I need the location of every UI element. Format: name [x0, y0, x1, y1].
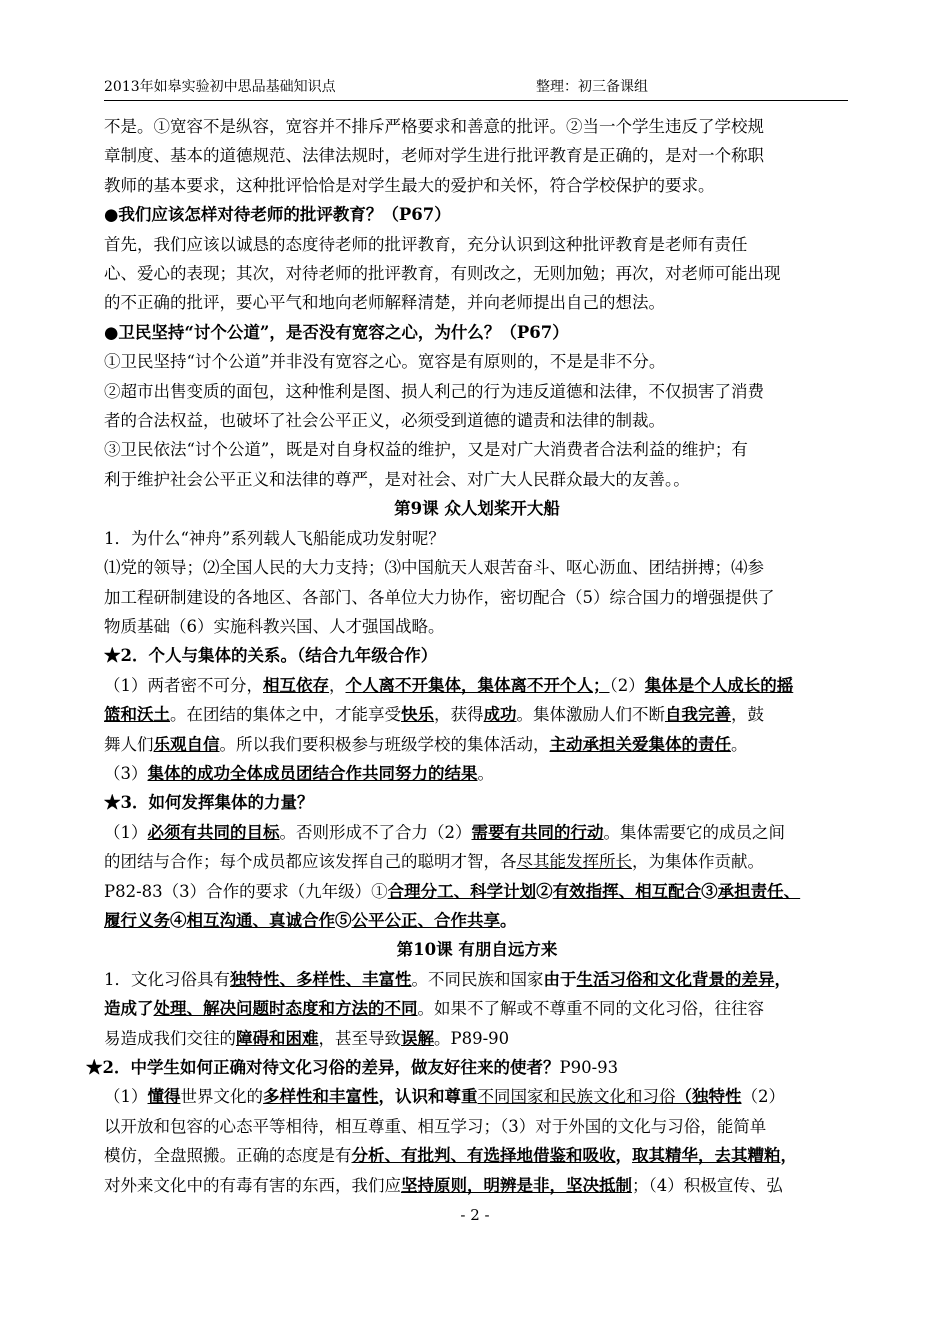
text-line: 心、爱心的表现；其次，对待老师的批评教育，有则改之，无则加勉；再次，对老师可能出现 — [104, 264, 781, 284]
key-point: 分析、有批判、有选择地借鉴和吸收 — [351, 1146, 616, 1166]
key-point: （独特性 — [675, 1087, 742, 1107]
key-point: 乐观自信 — [153, 734, 220, 754]
text-line: 首先，我们应该以诚恳的态度待老师的批评教育，充分认识到这种批评教育是老师有责任 — [104, 234, 748, 254]
text-line: （1）两者密不可分，相互依存，个人离不开集体，集体离不开个人；（2）集体是个人成长的摇 — [104, 675, 794, 695]
question-heading: ●我们应该怎样对待老师的批评教育？（P67） — [104, 205, 451, 225]
key-point: 障碍和困难 — [236, 1028, 319, 1048]
text-line: 对外来文化中的有毒有害的东西，我们应坚持原则，明辨是非，坚决抵制；（4）积极宣传、弘 — [104, 1175, 783, 1195]
key-point: 误解 — [401, 1028, 434, 1048]
key-point: 履行义务 — [104, 910, 170, 930]
key-point: 合理分工、科学计划 — [387, 881, 537, 901]
key-point: 必须有共同的目标 — [147, 822, 280, 842]
key-point: 不同国家和民族文化和习俗 — [477, 1087, 676, 1107]
header-title: 2013年如皋实验初中思品基础知识点 — [104, 79, 336, 95]
text-line: 易造成我们交往的障碍和困难，甚至导致误解。P89-90 — [104, 1028, 510, 1048]
text-line: 章制度、基本的道德规范、法律法规时，老师对学生进行批评教育是正确的，是对一个称职 — [104, 146, 764, 166]
text-line: ⑴党的领导；⑵全国人民的大力支持；⑶中国航天人艰苦奋斗、呕心沥血、团结拼搏；⑷参 — [104, 558, 764, 578]
text-line: 履行义务④相互沟通、真诚合作⑤公平公正、合作共享。 — [104, 910, 517, 930]
key-point: 集体的成功全体成员团结合作共同努力的结果 — [147, 763, 478, 783]
key-point: 生活习俗和文化背景的差异 — [576, 969, 775, 989]
text-line: ①卫民坚持“讨个公道”并非没有宽容之心。宽容是有原则的，不是是非不分。 — [104, 352, 666, 372]
key-point: 相互依存 — [263, 675, 329, 695]
lesson-title: 第10课 有朋自远方来 — [396, 940, 558, 960]
text-line: 1．文化习俗具有独特性、多样性、丰富性。不同民族和国家由于生活习俗和文化背景的差异， — [104, 969, 791, 989]
header-author: 整理：初三备课组 — [536, 79, 648, 95]
key-point: 相互沟通、真诚合作 — [186, 910, 335, 930]
text-line: 以开放和包容的心态平等相待，相互尊重、相互学习；（3）对于外国的文化与习俗，能简单 — [104, 1116, 767, 1136]
text-line: （1）懂得世界文化的多样性和丰富性，认识和尊重不同国家和民族文化和习俗（独特性（2） — [104, 1087, 785, 1107]
key-point: 自我完善 — [665, 705, 731, 725]
text-line: 1．为什么“神舟”系列载人飞船能成功发射呢？ — [104, 528, 445, 548]
key-point: 个人离不开集体，集体离不开个人； — [345, 675, 610, 695]
text-line: 造成了处理、解决问题时态度和方法的不同。如果不了解或不尊重不同的文化习俗，往往容 — [104, 999, 764, 1019]
key-point: 取其精华，去其糟粕 — [632, 1146, 781, 1166]
text-line: 教师的基本要求，这种批评恰恰是对学生最大的爱护和关怀，符合学校保护的要求。 — [104, 175, 715, 195]
key-point: 集体是个人成长的摇 — [644, 675, 794, 695]
key-point: 坚持原则，明辨是非，坚决抵制 — [401, 1175, 632, 1195]
page-number: - 2 - — [460, 1206, 490, 1224]
text-line: 利于维护社会公平正义和法律的尊严，是对社会、对广大人民群众最大的友善。。 — [104, 469, 690, 489]
text-line: P82-83（3）合作的要求（九年级）①合理分工、科学计划②有效指挥、相互配合③承担责任、 — [104, 881, 801, 901]
key-point: 主动承担关爱集体的责任 — [549, 734, 731, 754]
question-heading: ★2．中学生如何正确对待文化习俗的差异，做友好往来的使者？P90-93 — [86, 1058, 619, 1077]
text-line: （1）必须有共同的目标。否则形成不了合力（2）需要有共同的行动。集体需要它的成员之间 — [104, 822, 785, 842]
text-line: 的团结与合作；每个成员都应该发挥自己的聪明才智，各尽其能发挥所长，为集体作贡献。 — [104, 852, 764, 872]
lesson-title: 第9课 众人划桨开大船 — [394, 499, 560, 519]
key-point: 承担责任、 — [717, 881, 801, 901]
text-line: 篮和沃土。在团结的集体之中，才能享受快乐，获得成功。集体激励人们不断自我完善，鼓 — [104, 705, 764, 725]
question-heading: ●卫民坚持“讨个公道”，是否没有宽容之心，为什么？（P67） — [104, 322, 569, 342]
key-point: 有效指挥、相互配合 — [552, 881, 702, 901]
key-point: 成功 — [483, 705, 517, 725]
key-point: 多样性和丰富性 — [263, 1087, 379, 1107]
text-line: 舞人们乐观自信。所以我们要积极参与班级学校的集体活动，主动承担关爱集体的责任。 — [104, 734, 748, 754]
text-line: 加工程研制建设的各地区、各部门、各单位大力协作，密切配合（5）综合国力的增强提供了 — [104, 587, 775, 607]
text-line: ②超市出售变质的面包，这种惟利是图、损人利己的行为违反道德和法律，不仅损害了消费 — [104, 381, 764, 401]
text-line: ③卫民依法“讨个公道”，既是对自身权益的维护，又是对广大消费者合法利益的维护；有 — [104, 440, 748, 460]
text-line: 不是。①宽容不是纵容，宽容并不排斥严格要求和善意的批评。②当一个学生违反了学校规 — [104, 117, 764, 136]
key-point: 快乐 — [401, 705, 434, 725]
question-heading: ★3．如何发挥集体的力量？ — [104, 793, 314, 813]
key-point: 处理、解决问题时态度和方法的不同 — [153, 999, 418, 1019]
text-line: 物质基础（6）实施科教兴国、人才强国战略。 — [104, 616, 445, 636]
text-line: 的不正确的批评，要心平气和地向老师解释清楚，并向老师提出自己的想法。 — [104, 293, 665, 313]
key-point: 尽其能发挥所长 — [516, 852, 632, 872]
text-line: 者的合法权益，也破坏了社会公平正义，必须受到道德的谴责和法律的制裁。 — [104, 411, 665, 431]
page-body — [86, 112, 850, 1200]
text-line: （3）集体的成功全体成员团结合作共同努力的结果。 — [104, 763, 494, 783]
text-line: 模仿，全盘照搬。正确的态度是有分析、有批判、有选择地借鉴和吸收，取其精华，去其糟粕， — [104, 1146, 797, 1166]
key-point: 懂得 — [147, 1087, 181, 1107]
question-heading: ★2．个人与集体的关系。（结合九年级合作） — [104, 646, 438, 666]
key-point: 公平公正、合作共享 — [351, 910, 500, 930]
page-header — [104, 74, 848, 101]
key-point: 独特性、多样性、丰富性 — [230, 969, 412, 989]
key-point: 篮和沃土 — [104, 705, 170, 725]
key-point: 需要有共同的行动 — [471, 822, 604, 842]
